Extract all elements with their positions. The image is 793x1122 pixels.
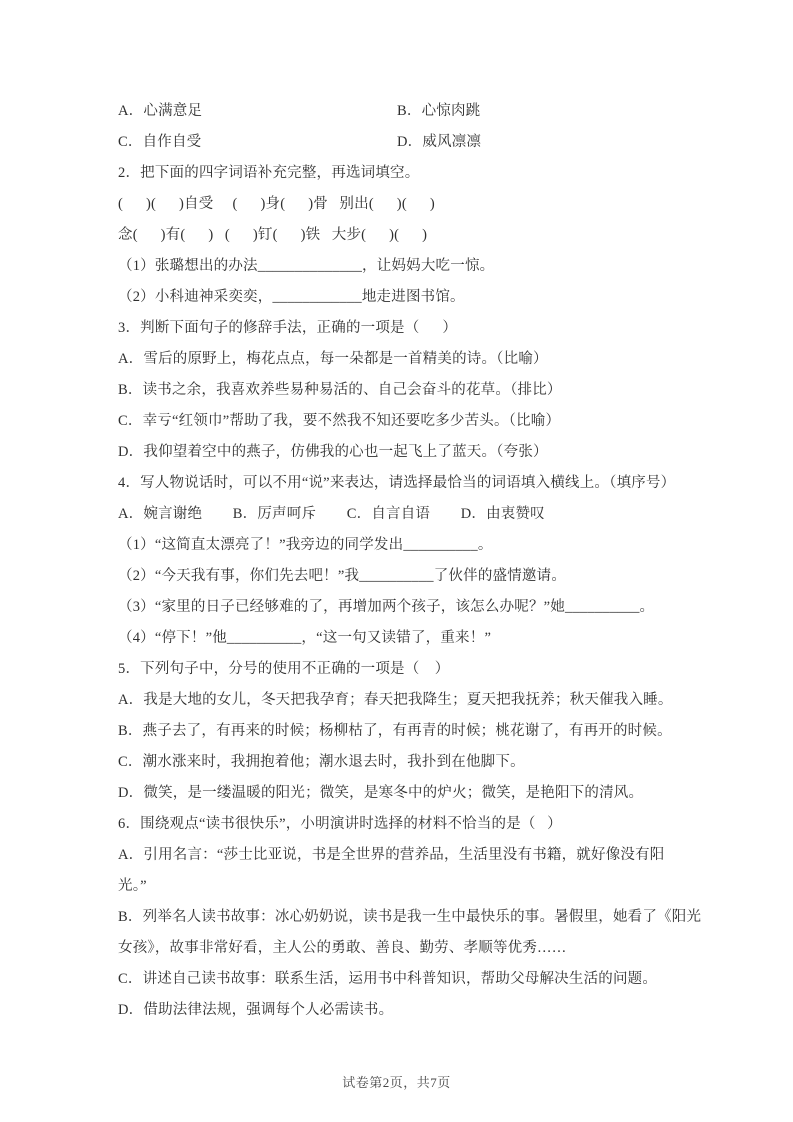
text-line: 5．下列句子中，分号的使用不正确的一项是（ ） <box>118 661 450 677</box>
option-row <box>118 96 718 127</box>
exam-content <box>118 96 718 1026</box>
text-line: B．读书之余，我喜欢养些易种易活的、自己会奋斗的花草。（排比） <box>118 382 562 398</box>
text-line: C．幸亏“红领巾”帮助了我，要不然我不知还要吃多少苦头。（比喻） <box>118 413 561 429</box>
text-line: C．讲述自己读书故事：联系生活，运用书中科普知识，帮助父母解决生活的问题。 <box>118 971 658 987</box>
text-line: （2）小科迪神采奕奕，____________地走进图书馆。 <box>118 289 465 305</box>
option-cell-left: A．心满意足 <box>118 103 203 119</box>
text-line: D．微笑，是一缕温暖的阳光；微笑，是寒冬中的炉火；微笑，是艳阳下的清风。 <box>118 785 644 801</box>
text-line: C．潮水涨来时，我拥抱着他；潮水退去时，我扑到在他脚下。 <box>118 754 525 770</box>
text-line: A．婉言谢绝 B．厉声呵斥 C．自言自语 D．由衷赞叹 <box>118 506 545 522</box>
text-line: B．列举名人读书故事：冰心奶奶说，读书是我一生中最快乐的事。暑假里，她看了《阳光 <box>118 909 702 925</box>
text-line: ( )( )自受 ( )身( )骨 别出( )( ) <box>118 196 435 212</box>
text-line: 3．判断下面句子的修辞手法，正确的一项是（ ） <box>118 320 458 336</box>
option-cell-left: C．自作自受 <box>118 134 202 150</box>
option-cell-right: D．威风凛凛 <box>397 134 482 150</box>
text-line: D．借助法律法规，强调每个人必需读书。 <box>118 1002 394 1018</box>
text-line: 念( )有( ) ( )钉( )铁 大步( )( ) <box>118 227 428 243</box>
text-line: 光。” <box>118 878 147 894</box>
text-line: （1）张璐想出的办法______________，让妈妈大吃一惊。 <box>118 258 495 274</box>
text-line: A．我是大地的女儿，冬天把我孕育；春天把我降生；夏天把我抚养；秋天催我入睡。 <box>118 692 673 708</box>
text-line: （2）“今天我有事，你们先去吧！”我__________了伙伴的盛情邀请。 <box>118 568 567 584</box>
page-footer: 试卷第2页，共7页 <box>342 1075 451 1090</box>
text-line: D．我仰望着空中的燕子，仿佛我的心也一起飞上了蓝天。（夸张） <box>118 444 548 460</box>
option-row <box>118 127 718 158</box>
text-line: B．燕子去了，有再来的时候；杨柳枯了，有再青的时候；桃花谢了，有再开的时候。 <box>118 723 672 739</box>
text-line: （4）“停下！”他__________，“这一句又读错了，重来！” <box>118 630 492 646</box>
text-line: 6．围绕观点“读书很快乐”，小明演讲时选择的材料不恰当的是（ ） <box>118 816 562 832</box>
text-line: 4．写人物说话时，可以不用“说”来表达，请选择最恰当的词语填入横线上。（填序号） <box>118 475 676 491</box>
text-line: 女孩》，故事非常好看，主人公的勇敢、善良、勤劳、孝顺等优秀…… <box>118 940 567 956</box>
text-line: （3）“家里的日子已经够难的了，再增加两个孩子，该怎么办呢？”她__________。 <box>118 599 655 615</box>
text-line: 2．把下面的四字词语补充完整，再选词填空。 <box>118 165 420 181</box>
text-line: （1）“这简直太漂亮了！”我旁边的同学发出__________。 <box>118 537 493 553</box>
text-line: A．雪后的原野上，梅花点点，每一朵都是一首精美的诗。（比喻） <box>118 351 548 367</box>
text-line: A．引用名言：“莎士比亚说，书是全世界的营养品，生活里没有书籍，就好像没有阳 <box>118 847 665 863</box>
option-cell-right: B．心惊肉跳 <box>397 103 481 119</box>
